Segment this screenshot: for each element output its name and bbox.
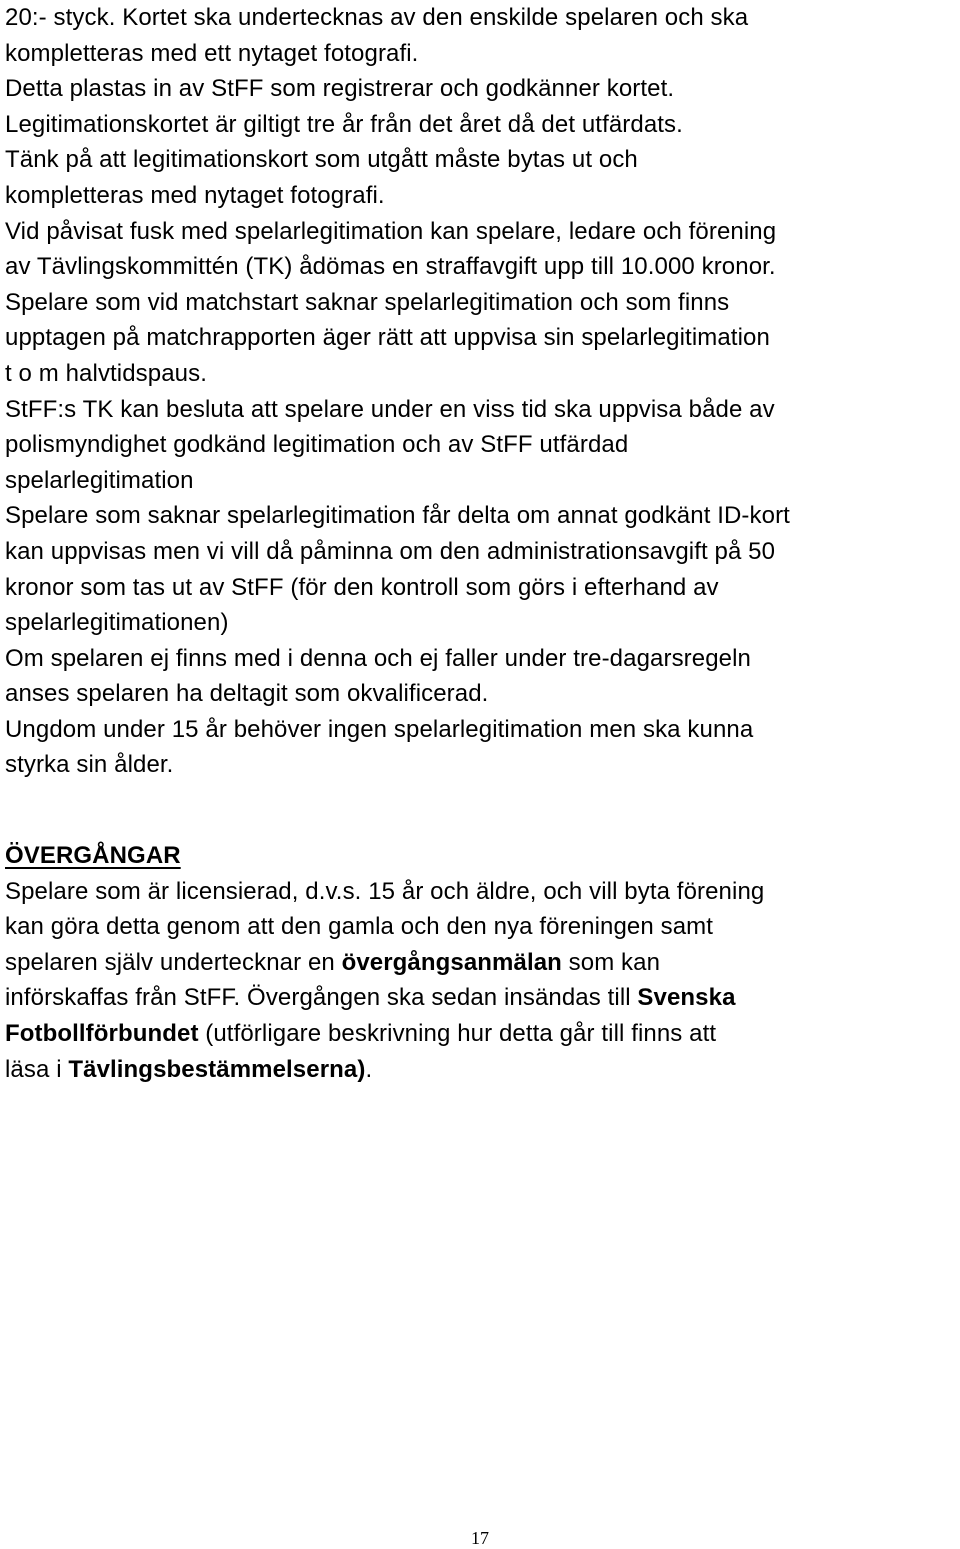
text-run: spelaren själv undertecknar en xyxy=(5,948,335,976)
paragraph-fraud-penalty xyxy=(5,214,957,285)
paragraph-match-start xyxy=(5,285,957,392)
paragraph-youth xyxy=(5,712,957,783)
text-line: av Tävlingskommittén (TK) ådömas en straffavgift upp till 10.000 kronor. xyxy=(5,253,776,281)
text-line: Legitimationskortet är giltigt tre år från det året då det utfärdats. xyxy=(5,110,683,138)
bold-term-competition-rules: Tävlingsbestämmelserna) xyxy=(68,1055,366,1083)
text-line: kan uppvisas men vi vill då påminna om den administrationsavgift på 50 xyxy=(5,537,776,565)
text-run: (utförligare beskrivning hur detta går till finns att xyxy=(205,1019,717,1047)
text-line: Detta plastas in av StFF som registrerar och godkänner kortet. xyxy=(5,75,675,103)
text-line xyxy=(5,945,957,981)
section-heading-transfers: ÖVERGÅNGAR xyxy=(5,842,181,869)
text-run: som kan xyxy=(568,948,661,976)
transfer-section xyxy=(5,838,957,1087)
text-line: Vid påvisat fusk med spelarlegitimation kan spelare, ledare och förening xyxy=(5,217,777,245)
paragraph-id-card-fee xyxy=(5,498,957,640)
text-line: t o m halvtidspaus. xyxy=(5,359,207,387)
text-line: spelarlegitimationen) xyxy=(5,609,229,637)
page-number: 17 xyxy=(471,1528,489,1548)
text-line: 20:- styck. Kortet ska undertecknas av den enskilde spelaren och ska xyxy=(5,4,749,31)
text-line: upptagen på matchrapporten äger rätt att uppvisa sin spelarlegitimation xyxy=(5,324,770,352)
text-line: kompletteras med nytaget fotografi. xyxy=(5,181,385,209)
text-run: läsa i xyxy=(5,1055,62,1083)
text-line xyxy=(5,1016,957,1052)
text-line: Spelare som är licensierad, d.v.s. 15 år och äldre, och vill byta förening xyxy=(5,877,765,905)
text-line: polismyndighet godkänd legitimation och av StFF utfärdad xyxy=(5,431,629,459)
paragraph-tk-decision xyxy=(5,392,957,499)
text-line: styrka sin ålder. xyxy=(5,751,174,779)
text-line xyxy=(5,980,957,1016)
text-line: spelarlegitimation xyxy=(5,466,194,494)
text-line: kan göra detta genom att den gamla och den nya föreningen samt xyxy=(5,913,714,941)
text-line: Spelare som vid matchstart saknar spelarlegitimation och som finns xyxy=(5,288,730,316)
text-run: införskaffas från StFF. Övergången ska sedan insändas till xyxy=(5,984,631,1012)
text-run: . xyxy=(365,1055,373,1083)
text-line xyxy=(5,1052,957,1088)
text-line: Tänk på att legitimationskort som utgått måste bytas ut och xyxy=(5,146,638,174)
text-line: StFF:s TK kan besluta att spelare under en viss tid ska uppvisa både av xyxy=(5,395,775,423)
text-line: kronor som tas ut av StFF (för den kontroll som görs i efterhand av xyxy=(5,573,719,601)
bold-term-transfer-form: övergångsanmälan xyxy=(341,948,562,976)
bold-term-svenska: Svenska xyxy=(637,984,736,1012)
text-line: kompletteras med ett nytaget fotografi. xyxy=(5,39,419,67)
paragraph-card-signing xyxy=(5,0,957,214)
text-line: anses spelaren ha deltagit som okvalificerad. xyxy=(5,680,489,708)
player-identification-section xyxy=(5,0,957,783)
text-line: Spelare som saknar spelarlegitimation får delta om annat godkänt ID-kort xyxy=(5,502,790,530)
bold-term-fotbollforbundet: Fotbollförbundet xyxy=(5,1019,199,1047)
text-line: Ungdom under 15 år behöver ingen spelarlegitimation men ska kunna xyxy=(5,715,754,743)
text-line: Om spelaren ej finns med i denna och ej faller under tre-dagarsregeln xyxy=(5,644,751,672)
paragraph-unqualified xyxy=(5,641,957,712)
